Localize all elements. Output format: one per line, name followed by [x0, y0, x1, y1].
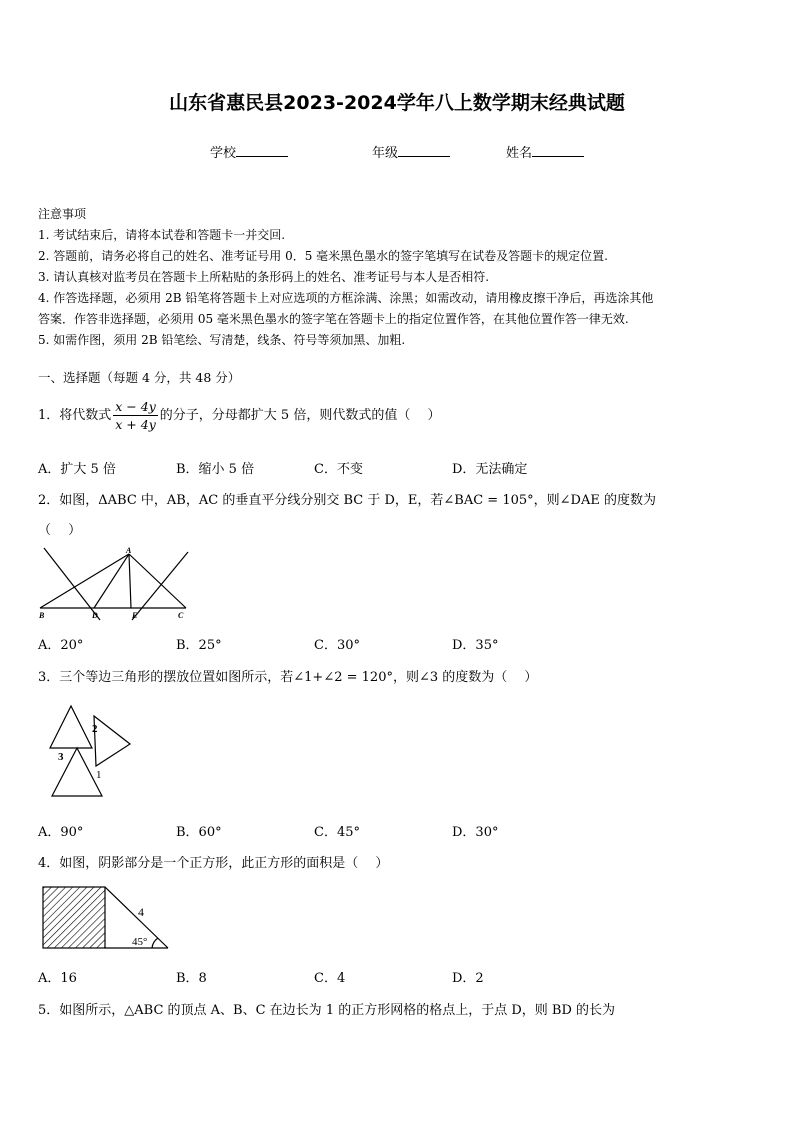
- q3-option-d[interactable]: D．30°: [452, 825, 499, 840]
- q2-label-d: D: [92, 611, 98, 620]
- q2-option-b[interactable]: B．25°: [176, 638, 222, 653]
- q2-label-b: B: [39, 611, 45, 620]
- q1-fraction: [113, 398, 158, 433]
- q4-label-angle: 45°: [132, 936, 148, 948]
- q5-stem: 5．如图所示，△ABC 的顶点 A、B、C 在边长为 1 的正方形网格的格点上，于点 D，则 BD 的长为: [38, 1003, 616, 1018]
- notes-block: [38, 204, 653, 351]
- q4-option-b[interactable]: B．8: [176, 971, 207, 986]
- name-field: [506, 142, 584, 161]
- q4-figure: [40, 884, 172, 952]
- note-item: 答案．作答非选择题，必须用 05 毫米黑色墨水的签字笔在答题卡上的指定位置作答，在其他位置作答一律无效.: [38, 312, 629, 326]
- school-field: [210, 142, 288, 161]
- page-title: 山东省惠民县2023-2024学年八上数学期末经典试题: [169, 92, 625, 114]
- note-item: 2. 答题前，请务必将自己的姓名、准考证号用 0．5 毫米黑色墨水的签字笔填写在试卷及答题卡的规定位置.: [38, 249, 608, 263]
- school-label: 学校: [210, 146, 237, 161]
- q4-label-side: 4: [138, 905, 144, 919]
- school-blank: [236, 144, 288, 157]
- grade-blank: [398, 144, 450, 157]
- q2-label-c: C: [178, 611, 184, 620]
- q2-label-a: A: [126, 546, 132, 555]
- q1-option-c[interactable]: C．不变: [314, 462, 363, 477]
- q3-option-a[interactable]: A．90°: [38, 825, 84, 840]
- grade-field: [372, 142, 450, 161]
- name-blank: [532, 144, 584, 157]
- q4-option-a[interactable]: A．16: [38, 971, 77, 986]
- q2-option-d[interactable]: D．35°: [452, 638, 499, 653]
- section-heading: 一、选择题（每题 4 分，共 48 分）: [38, 370, 241, 385]
- note-item: 3. 请认真核对监考员在答题卡上所粘贴的条形码上的姓名、准考证号与本人是否相符.: [38, 270, 490, 284]
- q1-frac-num: x − 4y: [115, 399, 156, 414]
- q3-option-c[interactable]: C．45°: [314, 825, 360, 840]
- name-label: 姓名: [506, 146, 533, 161]
- question-1: [38, 398, 440, 433]
- q4-option-d[interactable]: D．2: [452, 971, 484, 986]
- q3-label-1: 1: [96, 769, 102, 781]
- q2-option-a[interactable]: A．20°: [38, 638, 84, 653]
- q3-stem: 3．三个等边三角形的摆放位置如图所示，若∠1+∠2 = 120°，则∠3 的度数为（ ）: [38, 670, 538, 685]
- q3-option-b[interactable]: B．60°: [176, 825, 222, 840]
- q2-stem-paren: （ ）: [38, 523, 82, 538]
- notes-heading: 注意事项: [38, 207, 87, 221]
- note-item: 5. 如需作图，须用 2B 铅笔绘、写清楚，线条、符号等须加黑、加粗.: [38, 333, 406, 347]
- q3-figure: [46, 700, 136, 800]
- q1-option-b[interactable]: B．缩小 5 倍: [176, 462, 255, 477]
- q1-post: 的分子，分母都扩大 5 倍，则代数式的值（ ）: [159, 408, 441, 423]
- q3-label-3: 3: [58, 751, 64, 763]
- q3-label-2: 2: [92, 723, 98, 735]
- grade-label: 年级: [372, 146, 399, 161]
- q1-frac-den: x + 4y: [115, 417, 156, 432]
- q1-pre: 1．将代数式: [38, 408, 112, 423]
- q2-label-e: E: [132, 611, 138, 620]
- q1-option-d[interactable]: D．无法确定: [452, 462, 528, 477]
- q1-option-a[interactable]: A．扩大 5 倍: [38, 462, 116, 477]
- note-item: 4. 作答选择题，必须用 2B 铅笔将答题卡上对应选项的方框涂满、涂黑；如需改动，请用橡皮擦干净后，再选涂其他: [38, 291, 654, 305]
- note-item: 1. 考试结束后，请将本试卷和答题卡一并交回.: [38, 228, 286, 242]
- q2-option-c[interactable]: C．30°: [314, 638, 360, 653]
- q4-option-c[interactable]: C．4: [314, 971, 346, 986]
- q2-figure: [36, 544, 196, 624]
- q4-stem: 4．如图，阴影部分是一个正方形，此正方形的面积是（ ）: [38, 856, 389, 871]
- q2-stem: 2．如图，ΔABC 中，AB，AC 的垂直平分线分别交 BC 于 D，E，若∠BAC = 105°，则∠DAE 的度数为: [38, 493, 656, 508]
